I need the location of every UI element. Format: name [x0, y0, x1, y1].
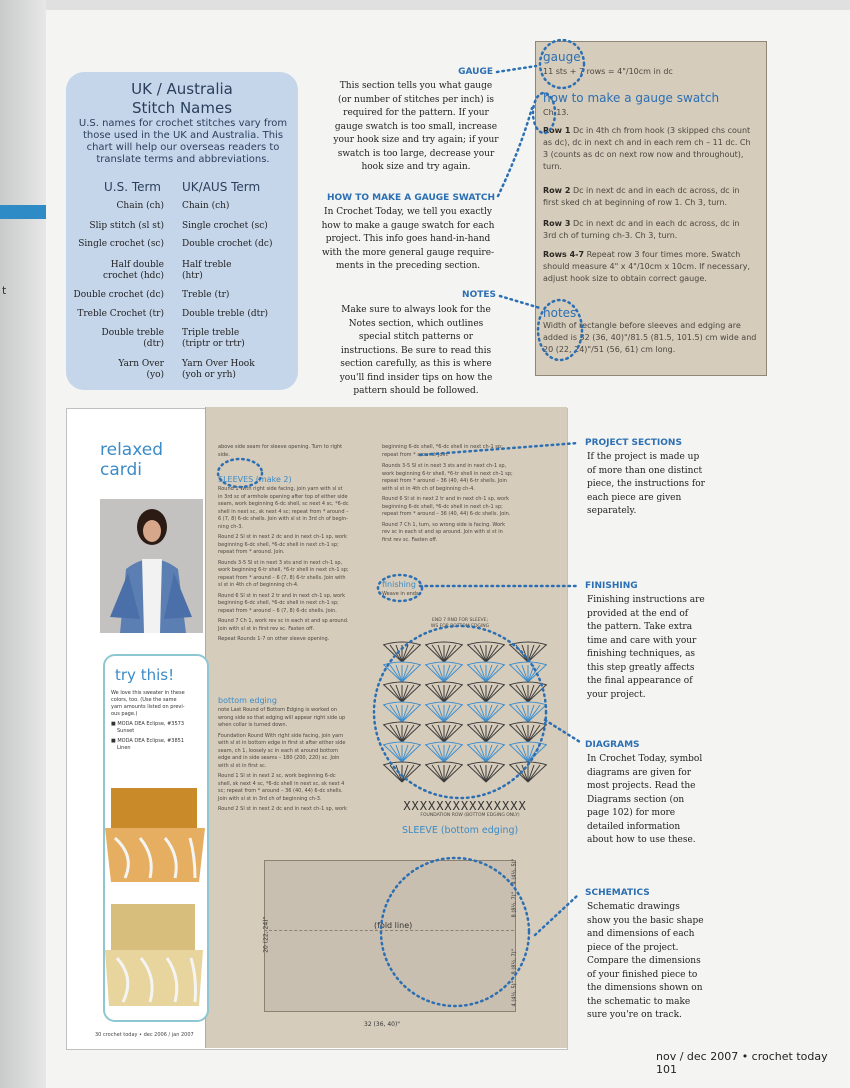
diagram-bottom-label: FOUNDATION ROW (BOTTOM EDGING ONLY) [420, 813, 520, 818]
text-line: Round 6 Sl st in next 2 tr and in next ch-1 sp, work [382, 496, 510, 502]
text-line: turn. [543, 162, 562, 171]
text-line: time and care with your [587, 635, 697, 646]
text-line: beginning 6-dc shell, *6-dc shell in next ch-1 sp; [382, 444, 503, 450]
au-term: Chain (ch) [182, 201, 230, 211]
text-line: Round 7 Ch 1, turn, so wrong side is facing. Work [382, 521, 506, 528]
text-line: the final appearance of [587, 676, 693, 686]
au-term: Single crochet (sc) [182, 221, 268, 231]
text-line: adjust hook size to obtain correct gauge. [543, 274, 707, 283]
text-line: the pattern. Take extra [587, 622, 693, 632]
text-line: with sl st in bottom edge in first st after either side [218, 740, 346, 746]
text-line: work beginning 6-tr shell, *6-tr shell in next ch-1 sp; [218, 567, 349, 573]
text-line: this step greatly affects [587, 662, 695, 673]
schematics-leader [381, 858, 578, 1006]
title-line: cardi [100, 460, 142, 480]
gauge-callout-heading: GAUGE [458, 67, 493, 77]
text-line: 3 (counts as dc on next row now and throughout), [543, 150, 744, 159]
text-line: pattern should be followed. [353, 386, 479, 396]
text-line: repeat from * around – 6 (7, 8) 6-dc shells. Join. [218, 607, 337, 614]
row-label: Row 3 [543, 219, 571, 228]
uk-intro-line: U.S. names for crochet stitches vary from [78, 118, 288, 129]
us-term: Slip stitch (sl st) [89, 221, 164, 231]
text-line: provided at the end of [587, 608, 689, 619]
schematic-right-label: 4 (4½, 5)" [511, 981, 518, 1007]
uk-title-line1: UK / Australia [131, 80, 233, 98]
text-line: Dc in next dc and in each dc across, dc in [572, 186, 740, 195]
text-line: beginning 6-dc shell, *6-dc shell in next ch-1 sp; [382, 503, 503, 510]
text-line: Repeat row 3 four times more. Swatch [586, 250, 741, 259]
text-line: Join with sl st in 3rd ch of beginning ch-3. [218, 795, 322, 802]
text-line: Round 1 With right side facing, join yarn with sl st [218, 486, 343, 492]
text-line: Round 6 Sl st in next 2 tr and in next ch-1 sp, work [218, 592, 346, 599]
text-line: hook size and try again. [361, 162, 471, 172]
text-line: how to make a gauge swatch for each [321, 220, 495, 231]
text-line: Round 1 Sl st in next 2 sc, work beginning 6-dc [218, 773, 336, 779]
foundation-sc-row: XXXXXXXXXXXXXXX [403, 799, 527, 812]
text-line: WS FOR BOTTOM EDGING [430, 624, 490, 629]
text-line: you'll find insider tips on how the [339, 372, 493, 383]
text-line: first rev sc. Fasten off. [382, 536, 438, 543]
text-line: most projects. Read the [587, 781, 696, 791]
text-line: sc; repeat from * around – 36 (40, 44) 6-dc shells. [218, 788, 343, 794]
text-line: Compare the dimensions [587, 956, 701, 966]
text-line: Rounds 3-5 Sl st in next 3 sts and in next ch-1 sp, [218, 559, 343, 566]
text-line: your hook size and try again; if your [333, 135, 499, 145]
page-footer: nov / dec 2007 • crochet today 101 [656, 1050, 828, 1076]
au-term: Double crochet (dc) [182, 239, 273, 249]
text-line: Rounds 3-5 Sl st in next 3 sts and in next ch-1 sp, [382, 463, 507, 469]
au-term: Double treble (dtr) [182, 309, 269, 319]
text-line: added is 32 (36, 40)"/81.5 (81.5, 101.5) cm wide and [543, 333, 757, 342]
col-au-term: UK/AUS Term [182, 180, 261, 194]
text-line: page 102) for more [587, 808, 676, 818]
schematic-height-label: 20 (22, 24)" [262, 916, 270, 953]
notes-callout-heading: NOTES [462, 290, 496, 300]
schematics-note-heading: SCHEMATICS [585, 888, 650, 898]
us-term-line: Double treble [101, 328, 164, 338]
title-line: relaxed [100, 440, 164, 460]
text-line: with sl st in first sc. [218, 762, 267, 769]
text-line: Diagrams section (on [587, 794, 685, 805]
text-line: note Last Round of Bottom Edging is worked on [218, 707, 338, 713]
us-term: Double crochet (dc) [73, 290, 164, 300]
sample-page-footer: 30 crochet today • dec 2006 / jan 2007 [95, 1032, 194, 1038]
yarn-item: MODA DEA Eclipse, #3851 [117, 738, 185, 744]
text-line: diagrams are given for [587, 767, 692, 778]
text-line: ments in the preceding section. [335, 261, 481, 271]
gauge-line: 11 sts + 7 rows = 4"/10cm in dc [543, 67, 673, 76]
text-line: If the project is made up [587, 452, 700, 462]
text-line: section carefully, as this is where [340, 359, 492, 369]
text-line: piece, the instructions for [587, 479, 705, 489]
text-line: should measure 4" x 4"/10cm x 10cm. If necessary, [543, 262, 751, 271]
schematic-width-label: 32 (36, 40)" [364, 1021, 401, 1028]
us-term-line: Yarn Over [118, 359, 164, 369]
text-line: and dimensions of each [587, 929, 695, 939]
text-line: finishing techniques, as [587, 649, 696, 659]
text-line: sure you're on track. [587, 1010, 682, 1020]
project-sections-heading: PROJECT SECTIONS [585, 438, 682, 448]
us-term: Single crochet (sc) [78, 239, 164, 249]
text-line: with sl st in 4th ch of beginning ch-4. [382, 485, 475, 492]
au-term: Treble (tr) [182, 290, 230, 300]
text-line: sl st in 4th ch of beginning ch-4. [218, 582, 299, 588]
text-line: project. This info goes hand-in-hand [325, 234, 491, 244]
diagrams-leader [374, 626, 580, 798]
diagram-caption: SLEEVE (bottom edging) [402, 825, 519, 836]
gauge-leader [497, 40, 584, 88]
spine-letter: t [2, 284, 7, 297]
text-line: In Crochet Today, symbol [587, 754, 703, 764]
text-line: of more than one distinct [587, 465, 703, 476]
text-line: required for the pattern. If your [343, 108, 489, 118]
text-line: beginning 6-dc shell, *6-dc shell in next ch-1 sp; [218, 600, 339, 606]
howto-callout-heading: HOW TO MAKE A GAUGE SWATCH [326, 193, 495, 203]
text-line: separately. [587, 506, 637, 516]
text-line: 20 (22, 24)"/51 (56, 61) cm long. [543, 345, 676, 354]
text-line: 6 (7, 8) 6-dc shells. Join with sl st in 3rd ch of begin- [218, 516, 349, 522]
text-line: first sked ch at beginning of row 1. Ch 3, turn. [543, 198, 728, 207]
au-term-line: Yarn Over Hook [182, 359, 255, 369]
text-line: seam, ch 1, loosely sc in each st around bottom [218, 747, 338, 754]
text-line: Schematic drawings [587, 902, 680, 912]
text-line: repeat from * around – 36 (40, 44) 6-tr shells. Join [382, 478, 507, 484]
text-line: seam, work beginning 6-dc shell, sc next 4 sc, *6-dc [218, 501, 349, 507]
text-line: Dc in next dc and in each dc across, dc in [572, 219, 740, 228]
text-line: work beginning 6-tr shell, *6-tr shell in next ch-1 sp; [382, 470, 513, 477]
try-this-text: We love this sweater in these colors, too. (Use the same yarn amounts listed on previ- ous page.) ■ MODA DEA Eclipse, #3573 Sunset ■ MODA DEA Eclipse, #3851 Linen [111, 690, 203, 752]
text-line: repeat from * around. Join. [218, 549, 285, 555]
text-line: This section tells you what gauge [339, 81, 493, 91]
text-line: Foundation Round With right side facing, join yarn [218, 732, 344, 739]
howto-leader [498, 93, 555, 196]
yarn-color: Sunset [117, 728, 135, 734]
schematic-right-label: 4 (4½, 5)" [511, 859, 518, 885]
text-line: Dc in 4th ch from hook (3 skipped chs count [572, 126, 751, 135]
text-line: detailed information [587, 821, 681, 832]
text-line: Repeat Rounds 1-7 on other sleeve opening. [218, 636, 330, 642]
schematic-right-label: 8 (8½, 7)" [511, 892, 518, 918]
text-line: We love this sweater in these [111, 690, 185, 696]
text-line: Round 2 Sl st in next 2 dc and in next ch-1 sp, work [218, 534, 347, 540]
text-line: repeat from * around – 6 (7, 8) 6-tr shells. Join with [218, 574, 346, 581]
finishing-text: Weave in ends. [382, 591, 421, 597]
project-sections-leader [218, 443, 578, 487]
text-line: piece of the project. [587, 942, 679, 953]
finishing-note-heading: FINISHING [585, 581, 638, 591]
au-term-line: (triptr or trtr) [182, 339, 245, 349]
us-term: Treble Crochet (tr) [77, 309, 164, 319]
gauge-heading: gauge [543, 50, 581, 64]
finishing-leader [378, 575, 578, 601]
text-line: in 3rd sc of armhole opening after top of either side [218, 493, 348, 500]
uk-title-line2: Stitch Names [131, 99, 233, 117]
text-line: repeat from * around – 36 (40, 44) 6-dc shells. Join. [382, 511, 511, 517]
text-line: edge and in side seams – 180 (200, 220) sc. Join [218, 755, 340, 761]
us-term-line: (dtr) [143, 339, 164, 349]
text-line: In Crochet Today, we tell you exactly [324, 207, 492, 217]
text-line: about how to use these. [587, 835, 696, 845]
au-term-line: Triple treble [182, 328, 240, 338]
text-line: ous page.) [111, 711, 138, 717]
text-line: instructions. Be sure to read this [340, 345, 492, 356]
text-line: as dc), dc in next ch and in each rem ch – 11 dc. Ch [543, 138, 751, 147]
text-line: Round 2 Sl st in next 2 dc and in next ch-1 sp, work [218, 806, 347, 812]
us-term-line: crochet (hdc) [102, 271, 164, 281]
text-line: Width of rectangle before sleeves and edging are [543, 321, 741, 330]
text-line: repeat from * around. Join. [382, 451, 449, 458]
text-line: yarn amounts listed on previ- [111, 704, 185, 710]
diagrams-note-heading: DIAGRAMS [585, 740, 640, 750]
text-line: rev sc in each st and sp around. Join with sl st in [382, 529, 503, 535]
swatch-ch: Ch 13. [543, 108, 569, 117]
yarn-item: MODA DEA Eclipse, #3573 [117, 721, 185, 727]
schematic-fold-label: (fold line) [374, 921, 413, 930]
text-line: above side seam for sleeve opening. Turn to right [218, 444, 343, 450]
text-line: ning ch-3. [218, 523, 243, 530]
text-line: Round 7 Ch 1, work rev sc in each st and sp around. [218, 618, 349, 624]
bottom-edging-heading: bottom edging [218, 696, 277, 705]
text-line: shell, sk next 4 sc, *6-dc shell in next sc, sk next 4 [218, 780, 345, 787]
text-line: beginning 6-dc shell, *6-dc shell in next ch-1 sp; [218, 541, 339, 548]
text-line: show you the basic shape [587, 915, 704, 926]
text-line: the dimensions shown on [587, 983, 703, 993]
schematic-right-label: 8 (8½, 7)" [511, 949, 518, 975]
text-line: Join with sl st in first rev sc. Fasten off. [218, 625, 315, 632]
uk-intro-line: chart will help our overseas readers to [86, 142, 280, 153]
notes-leader [500, 296, 582, 360]
text-line: wrong side so that edging will appear right side up [218, 714, 346, 721]
text-line: with the more general gauge require- [321, 247, 495, 258]
col-us-term: U.S. Term [104, 180, 161, 194]
text-line: (or number of stitches per inch) is [337, 94, 495, 105]
text-line: when collar is turned down. [218, 722, 288, 728]
row-label: Rows 4-7 [543, 250, 585, 259]
text-line: gauge swatch is too small, increase [334, 121, 498, 132]
swatch-heading: how to make a gauge swatch [543, 91, 720, 105]
text-line: side. [218, 451, 230, 458]
au-term-line: Half treble [182, 260, 232, 270]
us-term-line: Half double [110, 260, 164, 270]
text-line: colors, too. (Use the same [111, 697, 177, 703]
text-line: Make sure to always look for the [341, 305, 491, 315]
sleeves-heading: SLEEVES (make 2) [218, 475, 292, 484]
row-label: Row 2 [543, 186, 571, 195]
text-line: shell in next sc, sk next 4 sc; repeat from * around – [218, 508, 349, 515]
au-term-line: (yoh or yrh) [182, 370, 236, 380]
us-term: Chain (ch) [116, 201, 164, 211]
text-line: special stitch patterns or [358, 332, 474, 342]
text-line: END 7 RND FOR SLEEVE; [432, 618, 488, 623]
text-line: the schematic to make [587, 996, 691, 1007]
us-term-line: (yo) [146, 370, 164, 380]
text-line: of your finished piece to [587, 969, 698, 980]
uk-intro-line: translate terms and abbreviations. [96, 154, 270, 165]
au-term-line: (htr) [182, 271, 203, 281]
text-line: Finishing instructions are [587, 595, 705, 605]
notes-heading: notes [543, 306, 577, 320]
text-line: 3rd ch of turning ch-3. Ch 3, turn. [543, 231, 678, 240]
text-line: each piece are given [587, 492, 682, 503]
text-line: Notes section, which outlines [348, 318, 484, 329]
try-this-title: try this! [115, 666, 175, 684]
row-label: Row 1 [543, 126, 571, 135]
yarn-color: Linen [117, 745, 131, 751]
uk-intro-line: those used in the UK and Australia. This [82, 130, 284, 141]
finishing-heading: finishing [382, 580, 416, 589]
text-line: your project. [587, 689, 646, 700]
text-line: swatch is too large, decrease your [337, 148, 495, 159]
